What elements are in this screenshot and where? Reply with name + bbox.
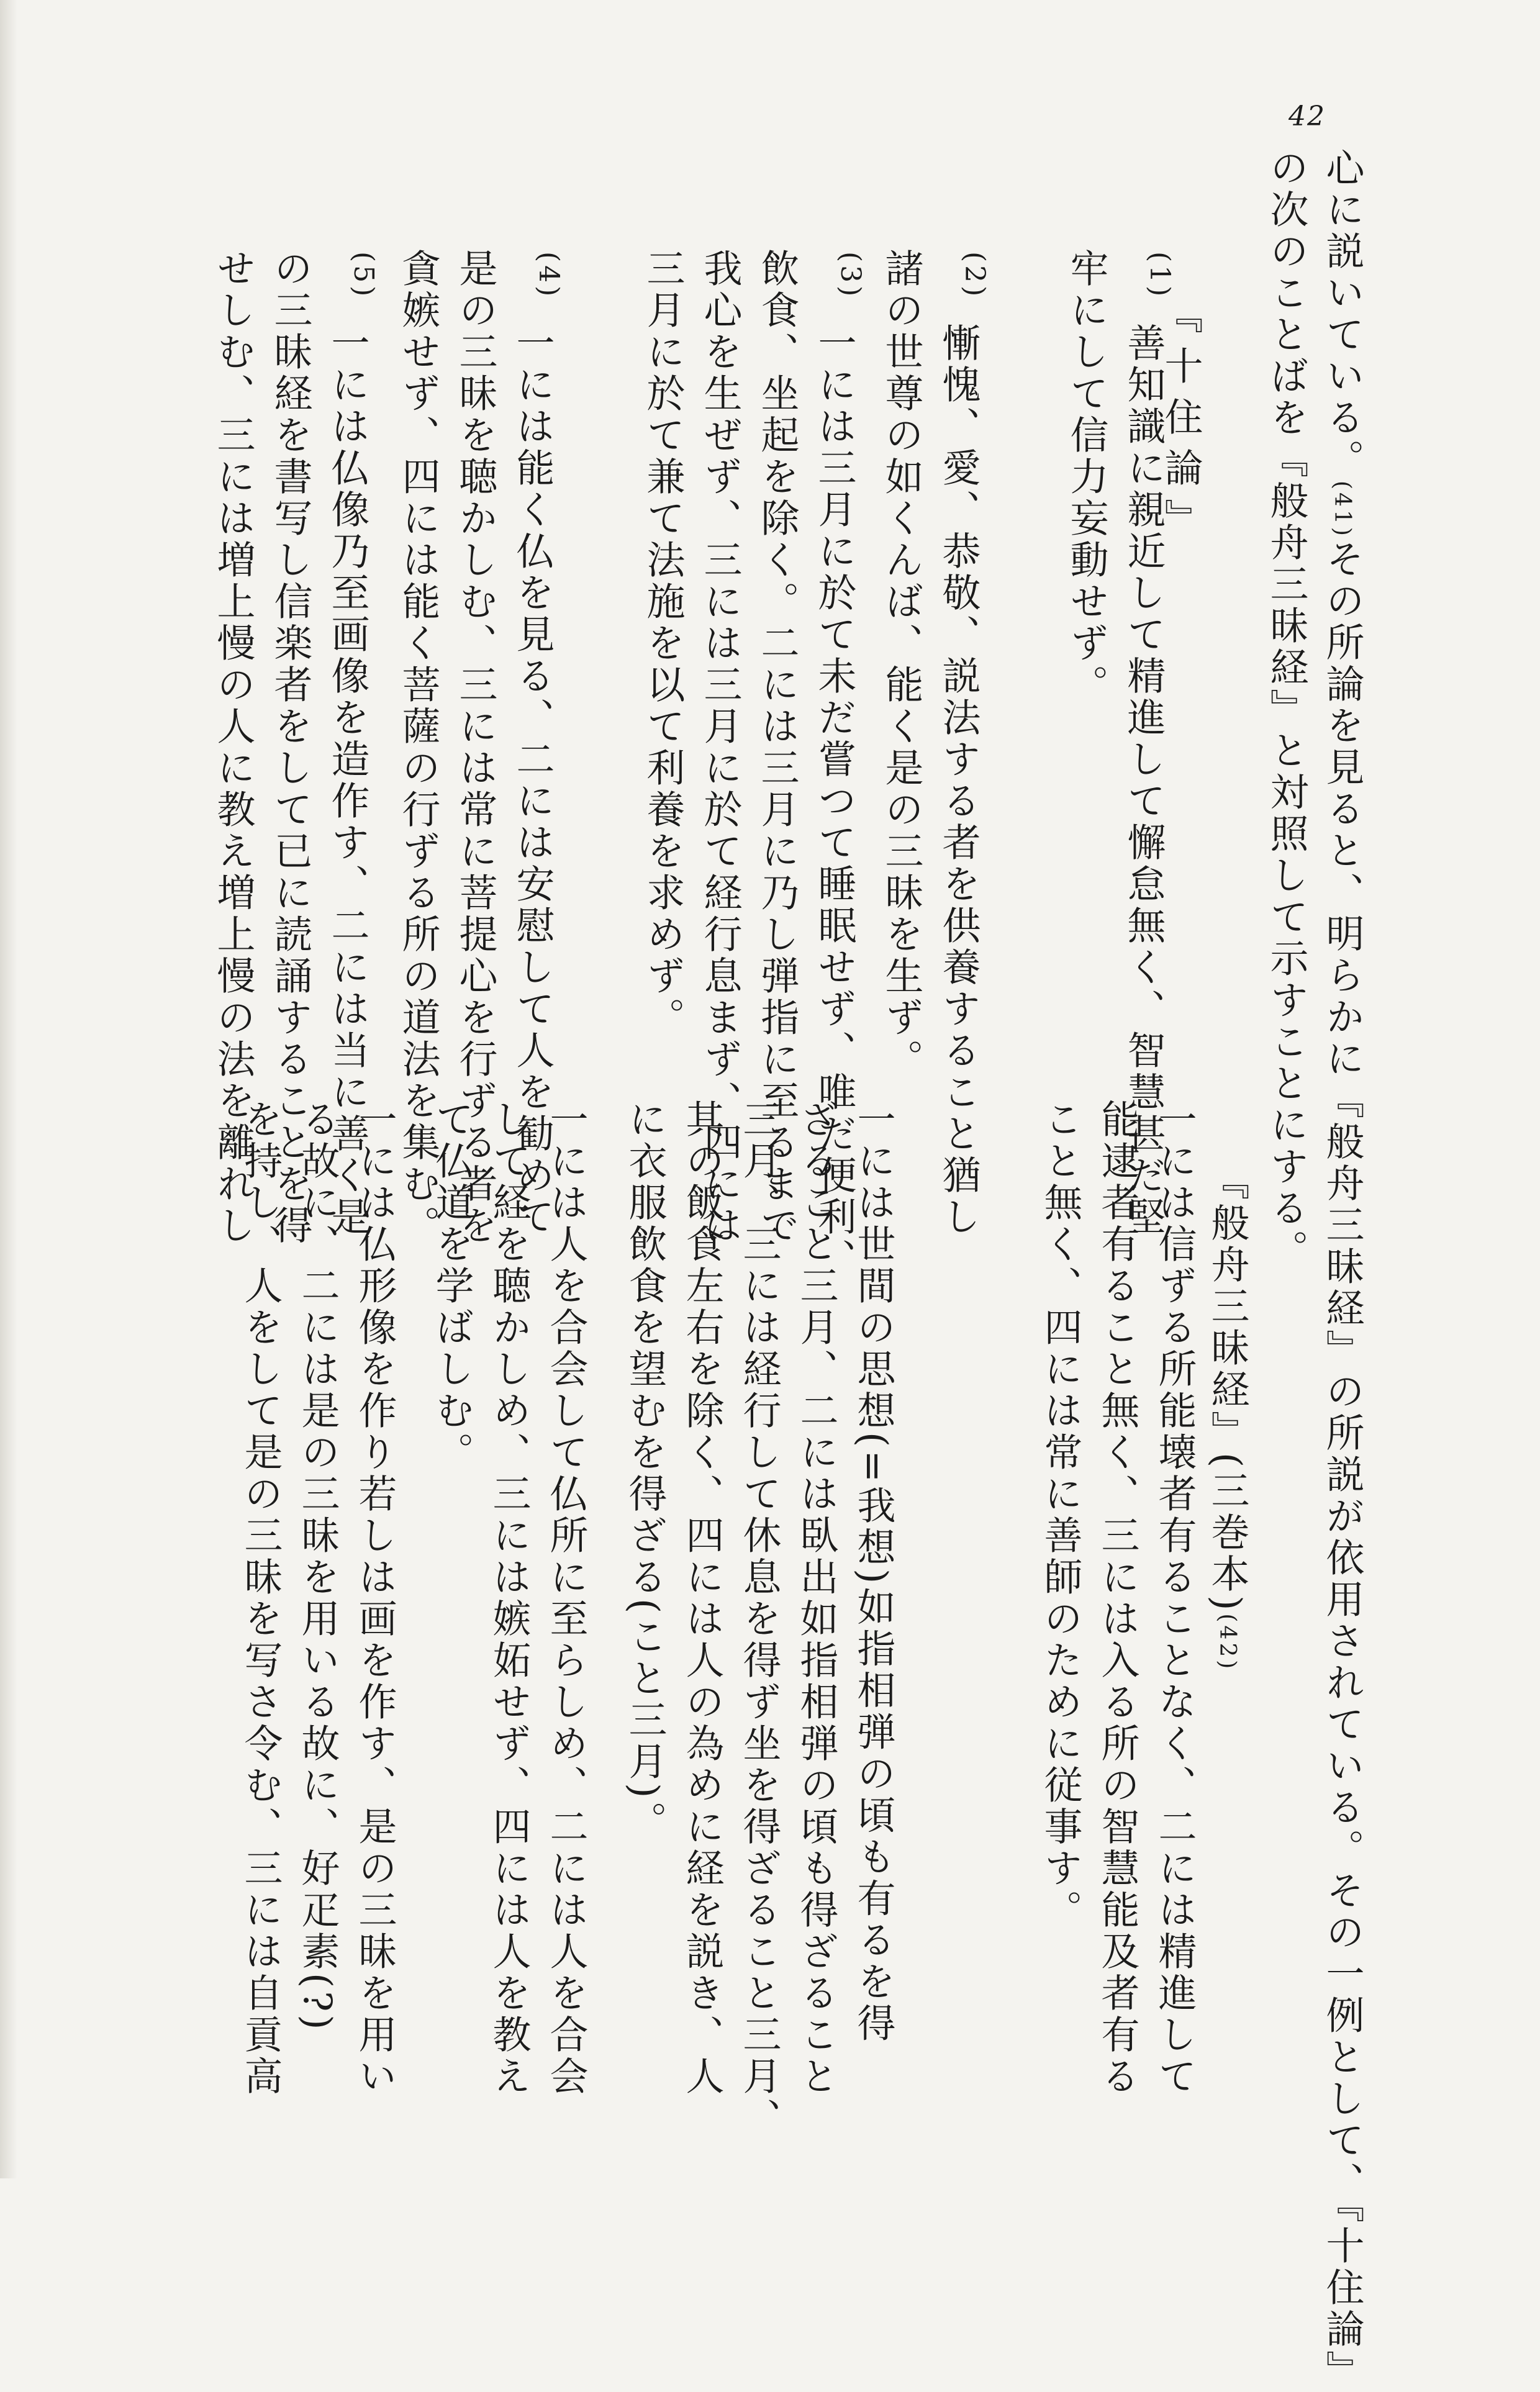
item-1-line-2: 牢にして信力妄動せず。: [1064, 248, 1109, 706]
sutra-group-2-line-2: ざること三月、二には臥出如指相弾の頃も得ざること: [794, 1099, 839, 2098]
item-4-line-3: 貪嫉せず、四には能く菩薩の行ずる所の道法を集む。: [396, 248, 441, 1247]
item-1-marker: (1): [1144, 251, 1175, 300]
sutra-group-3-line-1: 一には人を合会して仏所に至らしめ、二には人を合会: [543, 1099, 589, 2098]
sutra-group-2-line-5: に衣服飲食を望むを得ざる(こと三月)。: [622, 1099, 668, 1843]
sutra-group-3-line-3: て仏道を学ばしむ。: [429, 1099, 474, 1474]
sutra-group-4-line-1: 一には仏形像を作り若しは画を作す、是の三昧を用い: [352, 1099, 397, 2098]
item-2-line-2: 諸の世尊の如くんば、能く是の三昧を生ず。: [879, 248, 924, 1080]
intro-line-1: [1320, 148, 1365, 2392]
item-4-line-1: 一には能く仏を見る、二には安慰して人を勧めて: [510, 323, 555, 1238]
sutra-group-1-line-1: 一には信ずる所能壊者有ることなく、二には精進して: [1152, 1099, 1197, 2098]
sutra-group-2-line-3: 三月、三には経行して休息を得ず坐を得ざること三月、: [736, 1099, 782, 2139]
item-3-line-2: 飲食、坐起を除く。二には三月に乃し弾指に至るまで: [754, 248, 800, 1247]
section-heading-hanju-title: 『般舟三昧経』: [1205, 1161, 1250, 1452]
item-5-line-3: せしむ、三には増上慢の人に教え増上慢の法を離れし: [211, 248, 256, 1247]
sutra-group-2-line-1: 一には世間の思想(=我想)如指相弾の頃も有るを得: [851, 1099, 896, 2045]
page-number: 42: [1289, 101, 1326, 132]
item-5-marker: (5): [348, 251, 379, 300]
item-3-line-1: 一には三月に於て未だ嘗つて睡眠せず、唯だ便利、: [812, 323, 857, 1280]
item-5-line-2: の三昧経を書写し信楽者をして已に読誦することを得: [268, 248, 313, 1247]
sutra-group-1-line-3: こと無く、四には常に善師のために従事す。: [1038, 1099, 1083, 1931]
footnote-42: (42): [1215, 1613, 1240, 1672]
section-heading-hanju-note: (三巻本): [1205, 1452, 1250, 1614]
item-1-line-1: 善知識に親近して精進して懈怠無く、智慧甚だ堅: [1121, 323, 1166, 1238]
item-2-line-1: 慚愧、愛、恭敬、説法する者を供養すること猶し: [936, 323, 981, 1238]
sutra-group-4-line-2: る故に、二には是の三昧を用いる故に、好疋素(?): [295, 1099, 340, 2033]
sutra-group-4-line-3: を持し、人をして是の三昧を写さ令む、三には自貢高: [238, 1099, 283, 2098]
section-heading-jujuron: 『十住論』: [1158, 295, 1203, 550]
intro-line-1-text: 心に説いている。: [1320, 148, 1365, 481]
scan-edge: [0, 0, 17, 2178]
item-3-marker: (3): [835, 251, 866, 300]
item-4-marker: (4): [533, 251, 564, 300]
item-3-line-3: 我心を生ぜず、三には三月に於て経行息まず、四には: [697, 248, 743, 1247]
item-3-line-4: 三月に於て兼て法施を以て利養を求めず。: [640, 248, 686, 1039]
item-5-line-1: 一には仏像乃至画像を造作す、二には当に善く是: [325, 323, 370, 1238]
sutra-group-2-line-4: 其の飯食左右を除く、四には人の為めに経を説き、人: [679, 1099, 725, 2098]
footnote-41: (41): [1329, 481, 1355, 539]
section-heading-hanju: [1205, 1161, 1250, 1672]
intro-line-1-rest: その所論を見ると、明らかに『般舟三昧経』の所説が依用されている。その一例として、『十住論』: [1320, 538, 1365, 2392]
intro-line-2: の次のことばを『般舟三昧経』と対照して示すことにする。: [1264, 148, 1309, 1271]
item-2-marker: (2): [959, 251, 990, 300]
sutra-group-3-line-2: して経を聴かしめ、三には嫉妬せず、四には人を教え: [486, 1099, 532, 2098]
sutra-group-1-line-2: 能逮者有ること無く、三には入る所の智慧能及者有る: [1095, 1099, 1140, 2098]
item-4-line-2: 是の三昧を聴かしむ、三には常に菩提心を行ずる者を: [453, 248, 498, 1247]
